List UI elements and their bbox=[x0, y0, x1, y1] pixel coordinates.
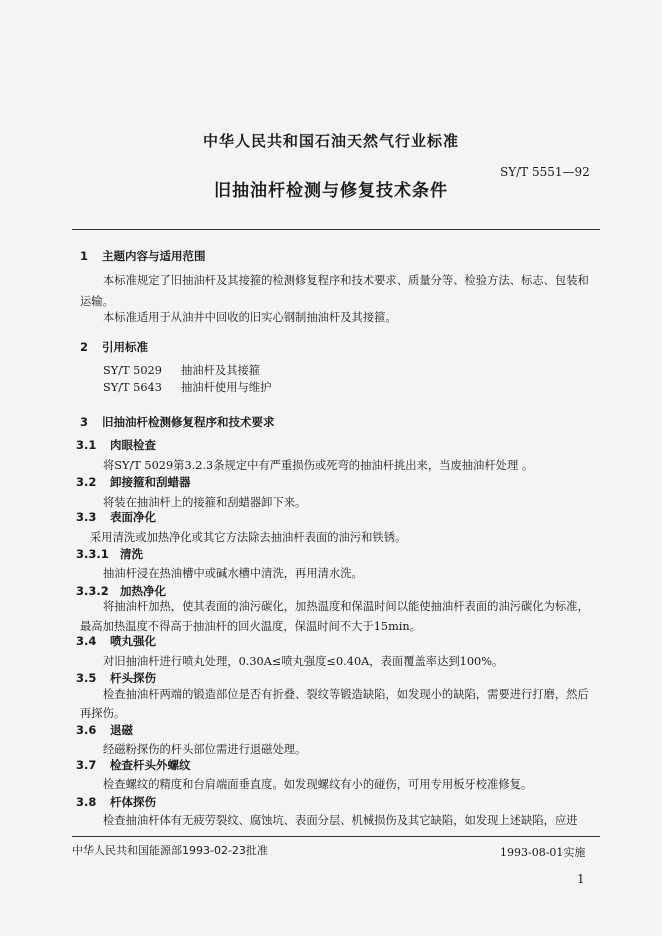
subsection-title: 检查杆头外螺纹 bbox=[110, 758, 191, 772]
org-title: 中华人民共和国石油天然气行业标准 bbox=[202, 132, 459, 150]
subsection-3-2-heading bbox=[76, 474, 191, 490]
reference-title: 抽油杆及其接箍 bbox=[181, 364, 261, 377]
footer-rule bbox=[72, 836, 600, 837]
subsection-number: 3.3.1 bbox=[76, 547, 109, 561]
subsection-3-6-text: 经磁粉探伤的杆头部位需进行退磁处理。 bbox=[103, 743, 307, 756]
subsection-3-7-text: 检查螺纹的精度和台肩端面垂直度。如发现螺纹有小的碰伤，可用专用板牙校准修复。 bbox=[103, 778, 533, 791]
subsection-3-7-heading bbox=[76, 757, 191, 773]
approval-info: 中华人民共和国能源部1993-02-23批准 bbox=[72, 844, 268, 857]
subsection-3-5-heading bbox=[76, 670, 156, 686]
subsection-number: 3.1 bbox=[76, 438, 97, 452]
document-title: 旧抽油杆检测与修复技术条件 bbox=[214, 181, 448, 201]
section-title: 旧抽油杆检测修复程序和技术要求 bbox=[102, 415, 275, 429]
standard-code: SY/T 5551—92 bbox=[500, 165, 590, 179]
subsection-title: 加热净化 bbox=[120, 584, 166, 598]
subsection-3-3-heading bbox=[76, 509, 156, 525]
subsection-3-1-heading bbox=[76, 437, 156, 453]
subsection-3-3-1-text: 抽油杆浸在热油槽中或碱水槽中清洗，再用清水洗。 bbox=[103, 567, 363, 580]
section-title: 主题内容与适用范围 bbox=[102, 249, 206, 263]
subsection-title: 肉眼检查 bbox=[110, 438, 156, 452]
subsection-3-8-text: 检查抽油杆体有无疲劳裂纹、腐蚀坑、表面分层、机械损伤及其它缺陷，如发现上述缺陷，应进 bbox=[103, 814, 578, 827]
subsection-title: 卸接箍和刮蜡器 bbox=[110, 475, 191, 489]
subsection-3-4-heading bbox=[76, 633, 156, 649]
section-1-paragraph-2: 本标准适用于从油井中回收的旧实心钢制抽油杆及其接箍。 bbox=[103, 311, 397, 324]
header-rule bbox=[72, 229, 600, 230]
subsection-title: 喷丸强化 bbox=[110, 634, 156, 648]
reference-code: SY/T 5643 bbox=[103, 381, 162, 394]
section-2-heading bbox=[80, 339, 148, 355]
subsection-3-2-text: 将装在抽油杆上的接箍和刮蜡器卸下来。 bbox=[103, 496, 307, 509]
subsection-3-4-text: 对旧抽油杆进行喷丸处理，0.30A≤喷丸强度≤0.40A，表面覆盖率达到100%。 bbox=[103, 655, 504, 668]
effective-date: 1993-08-01实施 bbox=[500, 846, 586, 859]
subsection-3-1-text: 将SY/T 5029第3.2.3条规定中有严重损伤或死弯的抽油杆挑出来，当废抽油杆处理 。 bbox=[103, 459, 534, 472]
subsection-title: 清洗 bbox=[120, 547, 143, 561]
subsection-3-6-heading bbox=[76, 722, 133, 738]
section-title: 引用标准 bbox=[102, 340, 148, 354]
section-number: 3 bbox=[80, 415, 89, 429]
subsection-3-3-2-text: 将抽油杆加热，使其表面的油污碳化，加热温度和保温时间以能使抽油杆表面的油污碳化为标准，最高加热温度不得高于抽油杆的回火温度，保温时间不大于15min。 bbox=[80, 600, 589, 633]
section-3-heading bbox=[80, 414, 275, 430]
subsection-3-8-heading bbox=[76, 794, 156, 810]
subsection-number: 3.8 bbox=[76, 795, 97, 809]
subsection-title: 退磁 bbox=[110, 723, 133, 737]
subsection-number: 3.6 bbox=[76, 723, 97, 737]
subsection-number: 3.4 bbox=[76, 634, 97, 648]
page-number: 1 bbox=[577, 872, 585, 886]
subsection-3-5-text: 检查抽油杆两端的锻造部位是否有折叠、裂纹等锻造缺陷，如发现小的缺陷，需要进行打磨，然后再探伤。 bbox=[80, 688, 589, 720]
reference-title: 抽油杆使用与维护 bbox=[181, 381, 272, 394]
subsection-title: 表面净化 bbox=[110, 510, 156, 524]
subsection-number: 3.7 bbox=[76, 758, 97, 772]
section-1-heading bbox=[80, 248, 206, 264]
section-number: 2 bbox=[80, 340, 89, 354]
section-number: 1 bbox=[80, 249, 89, 263]
reference-item bbox=[103, 377, 271, 398]
subsection-title: 杆头探伤 bbox=[110, 671, 156, 685]
subsection-number: 3.5 bbox=[76, 671, 97, 685]
section-1-paragraph-1: 本标准规定了旧抽油杆及其接箍的检测修复程序和技术要求、质量分等、检验方法、标志、包装和运输。 bbox=[80, 274, 589, 308]
subsection-number: 3.2 bbox=[76, 475, 97, 489]
subsection-title: 杆体探伤 bbox=[110, 795, 156, 809]
subsection-3-3-text: 采用清洗或加热净化或其它方法除去抽油杆表面的油污和铁锈。 bbox=[90, 531, 407, 544]
subsection-3-3-1-heading bbox=[76, 546, 143, 562]
subsection-number: 3.3 bbox=[76, 510, 97, 524]
reference-code: SY/T 5029 bbox=[103, 364, 162, 377]
subsection-number: 3.3.2 bbox=[76, 584, 109, 598]
